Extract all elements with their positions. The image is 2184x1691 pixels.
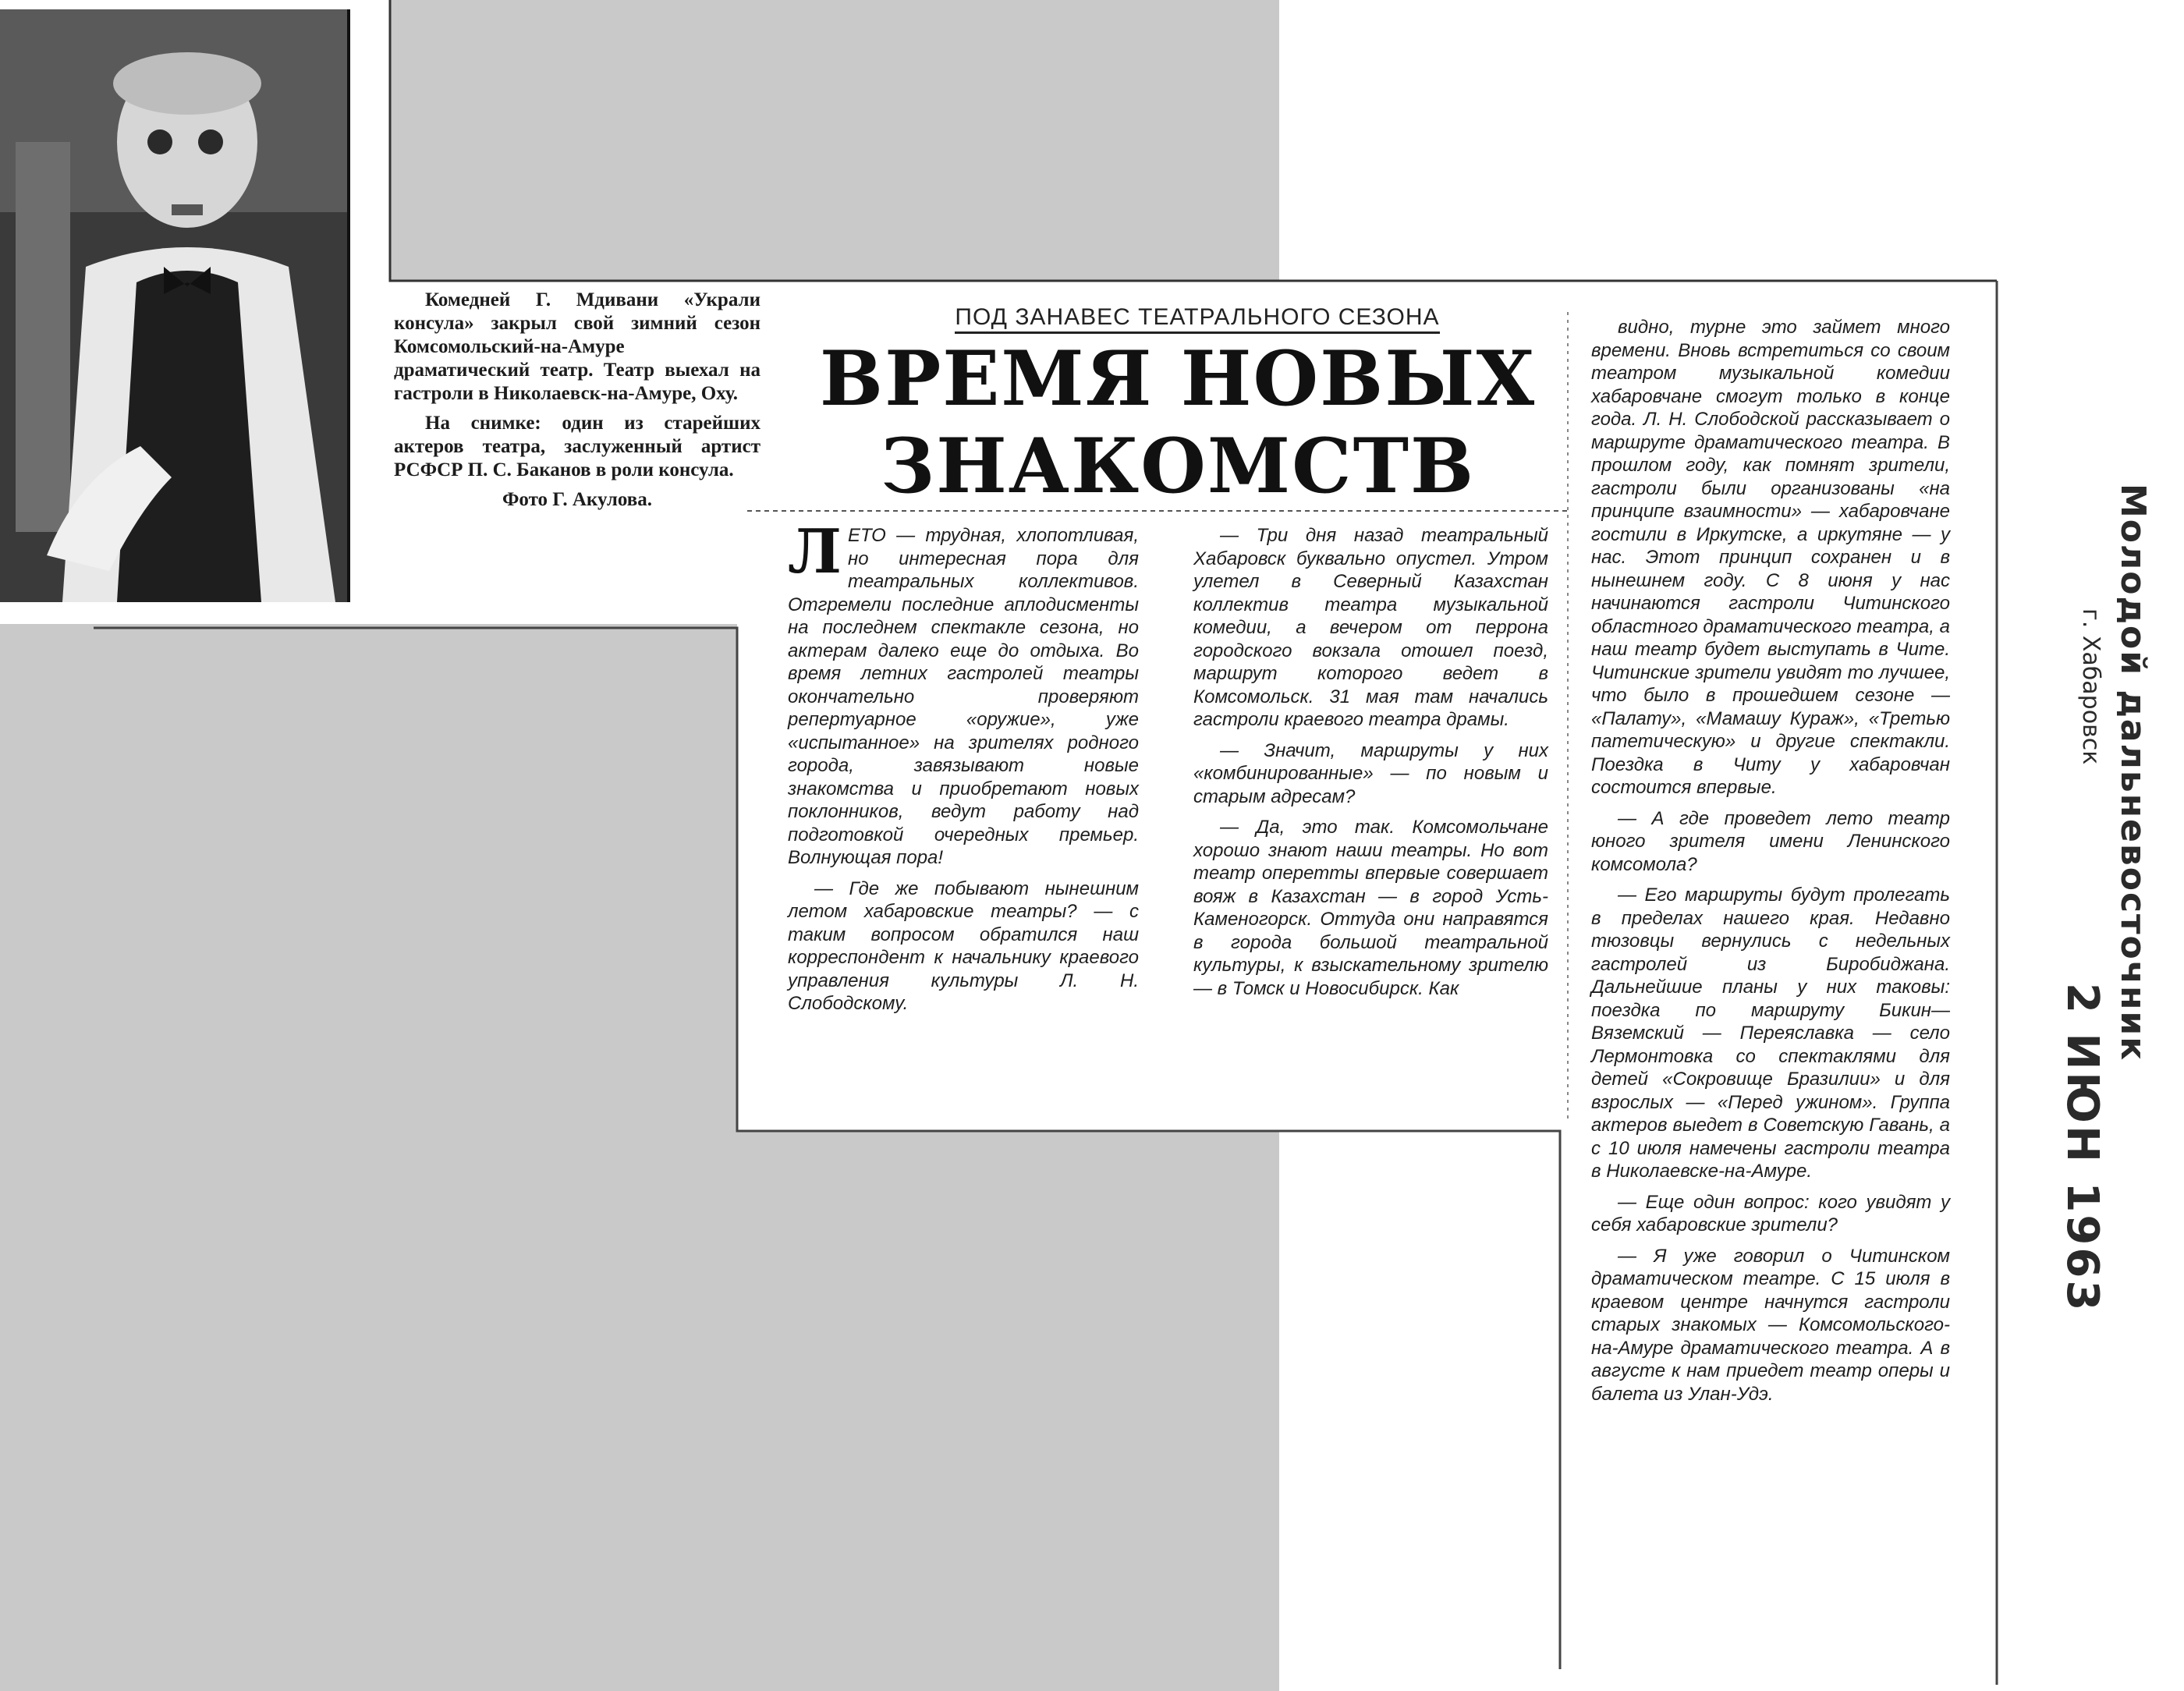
caption-photo-note: На снимке: один из старейших актеров театра, заслуженный артист РСФСР П. С. Баканов в роли консула. — [394, 413, 760, 480]
paragraph: — Три дня назад театральный Хабаровск буквально опустел. Утром улетел в Северный Казахстан коллектив театра музыкальной комедии, а вечером от перрона городского вокзала отошел поезд, маршрут которого ведет в Комсомольск. 31 мая там начались гастроли краевого театра драмы. — [1193, 525, 1548, 730]
headline-line-2: ЗНАКОМСТВ — [880, 422, 1476, 510]
photo-credit: Фото Г. Акулова. — [502, 489, 653, 510]
caption-text: Комедней Г. Мдивани «Украли консула» закрыл свой зимний сезон Комсомольский-на-Амуре драматический театр. Театр выехал на гастроли в Николаевск-на-Амуре, Оху. — [394, 289, 760, 404]
paragraph: — Его маршруты будут пролегать в пределах нашего края. Недавно тюзовцы вернулись с недельных гастролей из Биробиджана. Дальнейшие планы у них таковы: поездка по маршруту Бикин—Вяземский — Переяславка — село Лермонтовка со спектаклями для детей «Сокровище Бразилии» и для взрослых — «Перед ужином». Группа актеров выедет в Советскую Гавань, а с 10 июля намечены гастроли театра в Николаевске-на-Амуре. — [1591, 884, 1950, 1182]
paragraph: — Да, это так. Комсомольчане хорошо знают наши театры. Но вот театр оперетты впервые совершает вояж в Казахстан — в город Усть-Каменогорск. Оттуда они направятся в города большой театральной культуры, к взыскательному зрителю — в Томск и Новосибирск. Как — [1193, 817, 1548, 999]
stamp-date: 2 ИЮН 1963 — [2057, 983, 2108, 1313]
article-column-2 — [1193, 524, 1548, 1008]
headline-line-1: ВРЕМЯ НОВЫХ — [819, 335, 1537, 423]
paragraph: — А где проведет лето театр юного зрителя имени Ленинского комсомола? — [1591, 807, 1950, 875]
article-column-3 — [1591, 316, 1950, 1413]
stamp-newspaper-name: Молодой дальневосточник — [2113, 484, 2153, 1062]
photo-caption — [394, 289, 760, 518]
paragraph — [788, 516, 1139, 870]
rubric-text: ПОД ЗАНАВЕС ТЕАТРАЛЬНОГО СЕЗОНА — [955, 304, 1439, 334]
paragraph: — Я уже говорил о Читинском драматическом театре. С 15 июля в краевом центре начнутся гастроли старых знакомых — Комсомольского-на-Амуре драматического театра. А в августе к нам приедет театр оперы и балета из Улан-Удэ. — [1591, 1245, 1950, 1405]
paragraph: — Еще один вопрос: кого увидят у себя хабаровские зрители? — [1591, 1191, 1950, 1235]
paragraph: видно, турне это займет много времени. Вновь встретиться со своим театром музыкальной комедии хабаровчане смогут только в конце года. Л. Н. Слободской рассказывает о маршруте драматического театра. В прошлом году, как помнят зрители, гастроли были организованы «на принципе взаимности» — хабаровчане гостили в Иркутске, а иркутяне — у нас. Этот принцип сохранен и в нынешнем году. С 8 июня у нас начинаются гастроли Читинского областного драматического театра, а наш театр будет выступать в Чите. Читинские зрители увидят то лучшее, что было в прошедшем сезоне — «Палату», «Мамашу Кураж», «Третью патетическую» и другие спектакли. Поездка в Читу у хабаровчан состоится впервые. — [1591, 317, 1950, 798]
article-rubric — [913, 304, 1482, 331]
paragraph: — Где же побывают нынешним летом хабаровские театры? — с таким вопросом обратился наш корреспондент к начальнику краевого управления культуры Л. Н. Слободскому. — [788, 877, 1139, 1014]
actor-photo — [0, 9, 350, 602]
paragraph: — Значит, маршруты у них «комбинированные» — по новым и старым адресам? — [1193, 739, 1548, 807]
stamp-city: г. Хабаровск — [2077, 608, 2104, 765]
article-column-1 — [788, 516, 1139, 1023]
paragraph-text: ЕТО — трудная, хлопотливая, но интересная пора для театральных коллективов. Отгремели последние аплодисменты на последнем спектакле сезона, но актерам далеко еще до отдыха. Во время летних гастролей театры окончательно проверяют репертуарное «оружие», уже «испытанное» на зрителях родного города, завязывают новые знакомства и приобретают новых поклонников, ведут работу над подготовкой очередных премьер. Волнующая пора! — [788, 525, 1139, 868]
portrait-image — [0, 9, 347, 602]
drop-cap: Л — [788, 516, 842, 587]
article-headline — [811, 335, 1544, 510]
